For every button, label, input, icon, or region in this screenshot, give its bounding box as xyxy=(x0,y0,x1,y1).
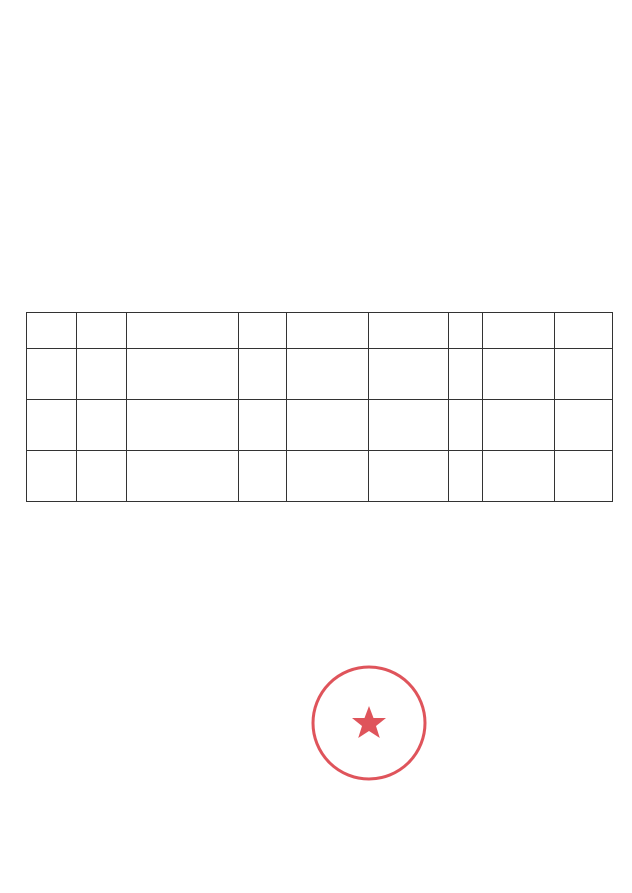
table-row xyxy=(27,400,613,451)
company-seal-stamp xyxy=(308,662,430,784)
cell-short-name xyxy=(77,400,127,451)
cell-painting-name xyxy=(287,400,369,451)
cell-artist xyxy=(239,451,287,502)
cell-size xyxy=(369,451,449,502)
cell-listing-price xyxy=(483,451,555,502)
table-row xyxy=(27,451,613,502)
cell-sale-value xyxy=(555,349,613,400)
col-header-code xyxy=(27,313,77,349)
cell-short-name xyxy=(77,451,127,502)
cell-short-name xyxy=(77,349,127,400)
cell-fund-name xyxy=(127,400,239,451)
col-header-painting-name xyxy=(287,313,369,349)
cell-code xyxy=(27,400,77,451)
table-row xyxy=(27,349,613,400)
cell-code xyxy=(27,451,77,502)
col-header-artist xyxy=(239,313,287,349)
cell-sale-value xyxy=(555,400,613,451)
cell-square-feet xyxy=(449,349,483,400)
cell-painting-name xyxy=(287,349,369,400)
cell-artist xyxy=(239,400,287,451)
seal-star-icon xyxy=(352,706,386,738)
col-header-sale-value xyxy=(555,313,613,349)
cell-code xyxy=(27,349,77,400)
col-header-size xyxy=(369,313,449,349)
cell-painting-name xyxy=(287,451,369,502)
cell-square-feet xyxy=(449,400,483,451)
col-header-fund-name xyxy=(127,313,239,349)
col-header-short-name xyxy=(77,313,127,349)
cell-artist xyxy=(239,349,287,400)
cell-square-feet xyxy=(449,451,483,502)
announcement-table xyxy=(26,312,613,502)
cell-listing-price xyxy=(483,349,555,400)
cell-size xyxy=(369,400,449,451)
cell-fund-name xyxy=(127,451,239,502)
col-header-square-feet xyxy=(449,313,483,349)
cell-listing-price xyxy=(483,400,555,451)
cell-sale-value xyxy=(555,451,613,502)
cell-fund-name xyxy=(127,349,239,400)
cell-size xyxy=(369,349,449,400)
table-header-row xyxy=(27,313,613,349)
col-header-listing-price xyxy=(483,313,555,349)
